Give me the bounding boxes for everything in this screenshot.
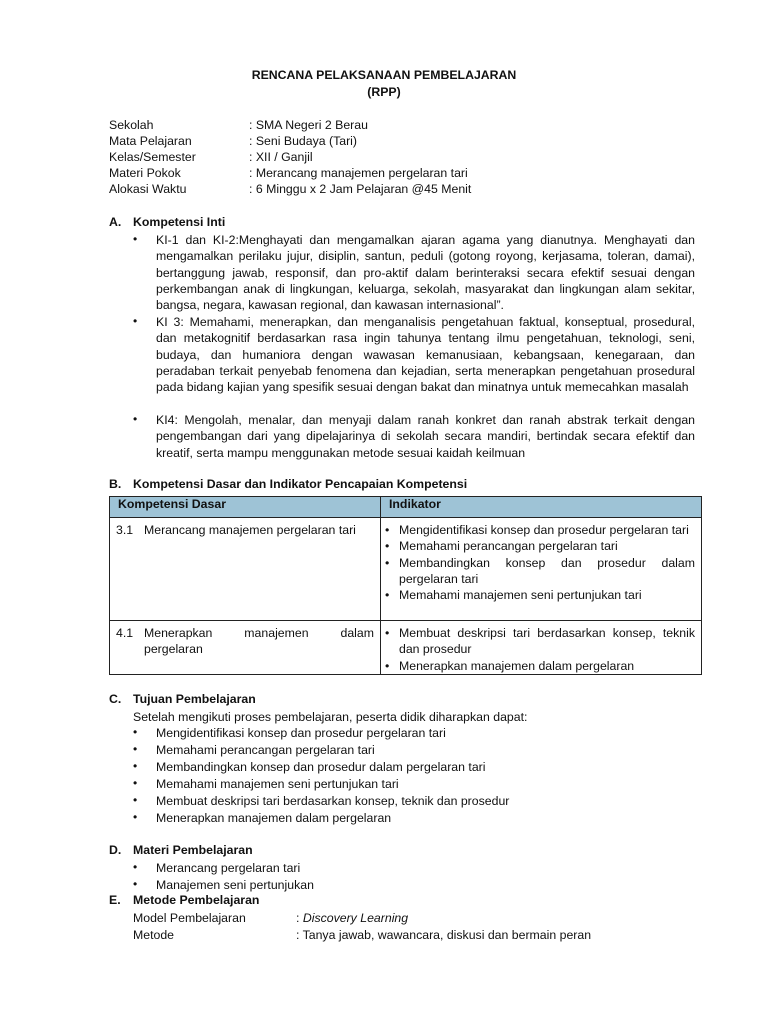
bullet: •	[133, 314, 138, 328]
objective-item: Memahami manajemen seni pertunjukan tari	[156, 777, 399, 791]
indicator-text: Memahami perancangan pergelaran tari	[399, 539, 618, 554]
table-header-row	[110, 497, 702, 518]
indicator-text: Membandingkan konsep dan prosedur dalam pergelaran tari	[399, 555, 695, 586]
indicator-text: Mengidentifikasi konsep dan prosedur pergelaran tari	[399, 523, 689, 537]
identity-label: Materi Pokok	[109, 166, 181, 180]
table-row	[110, 621, 702, 675]
section-c-intro: Setelah mengikuti proses pembelajaran, peserta didik diharapkan dapat:	[133, 710, 528, 724]
section-e-letter: E.	[109, 893, 121, 907]
section-c-letter: C.	[109, 692, 122, 706]
bullet: •	[133, 860, 138, 874]
indicator-text: Menerapkan manajemen dalam pergelaran	[399, 658, 635, 673]
bullet: •	[133, 776, 138, 790]
kd-name: Menerapkan manajemen dalam pergelaran	[144, 626, 374, 657]
document-subtitle: (RPP)	[367, 85, 401, 99]
material-item: Manajemen seni pertunjukan	[156, 878, 314, 892]
bullet: •	[133, 877, 138, 891]
column-header-indikator: Indikator	[381, 497, 702, 518]
method-label: Metode	[133, 928, 175, 942]
model-name: Discovery Learning	[302, 911, 409, 925]
identity-label: Sekolah	[109, 118, 154, 132]
indicator-item	[381, 625, 701, 658]
bullet: •	[133, 810, 138, 824]
bullet: •	[133, 725, 138, 739]
section-a-title: Kompetensi Inti	[133, 215, 226, 229]
section-a-letter: A.	[109, 215, 122, 229]
objective-item: Membuat deskripsi tari berdasarkan konsep, teknik dan prosedur	[156, 794, 510, 808]
bullet: •	[385, 539, 390, 554]
objective-item: Membandingkan konsep dan prosedur dalam pergelaran tari	[156, 760, 486, 774]
section-c-title: Tujuan Pembelajaran	[133, 692, 256, 706]
kd-cell	[110, 621, 381, 675]
kd-number: 4.1	[116, 626, 134, 640]
section-e-title: Metode Pembelajaran	[133, 893, 260, 907]
kd-name: Merancang manajemen pergelaran tari	[144, 523, 356, 537]
identity-value: : SMA Negeri 2 Berau	[249, 118, 368, 132]
indicator-item	[381, 538, 701, 554]
bullet: •	[385, 588, 390, 603]
identity-value: : XII / Ganjil	[249, 150, 313, 164]
indicator-text: Memahami manajemen seni pertunjukan tari	[399, 588, 642, 603]
bullet: •	[133, 759, 138, 773]
competency-table	[109, 496, 702, 675]
indicator-text: Membuat deskripsi tari berdasarkan konsep, teknik dan prosedur	[399, 626, 695, 657]
bullet: •	[133, 232, 138, 246]
section-d-title: Materi Pembelajaran	[133, 843, 253, 857]
bullet: •	[385, 658, 390, 673]
indicator-item	[381, 522, 701, 538]
indicator-item	[381, 587, 701, 603]
kd-cell	[110, 518, 381, 621]
identity-value: : Seni Budaya (Tari)	[249, 134, 357, 148]
identity-value: : Merancang manajemen pergelaran tari	[249, 166, 468, 180]
model-colon: :	[296, 911, 303, 925]
identity-value: : 6 Minggu x 2 Jam Pelajaran @45 Menit	[249, 182, 472, 196]
indicator-cell	[381, 518, 702, 621]
indicator-item	[381, 658, 701, 674]
method-value: : Tanya jawab, wawancara, diskusi dan bermain peran	[296, 928, 592, 942]
model-value	[296, 910, 408, 926]
bullet: •	[133, 793, 138, 807]
objective-item: Memahami perancangan pergelaran tari	[156, 743, 375, 757]
bullet: •	[133, 742, 138, 756]
material-item: Merancang pergelaran tari	[156, 861, 301, 875]
section-d-letter: D.	[109, 843, 122, 857]
indicator-cell	[381, 621, 702, 675]
document-title: RENCANA PELAKSANAAN PEMBELAJARAN	[251, 68, 517, 82]
bullet: •	[385, 626, 390, 640]
bullet: •	[385, 555, 390, 570]
ki-4-text: KI4: Mengolah, menalar, dan menyaji dalam ranah konkret dan ranah abstrak terkait dengan pengembangan dari yang dipelajarinya di sekolah secara mandiri, bertindak secara efektif dan kreatif, serta mampu menggunakan metode sesuai kaidah keilmuan	[156, 413, 695, 460]
ki-1-2-text: KI-1 dan KI-2:Menghayati dan mengamalkan ajaran agama yang dianutnya. Menghayati dan mengamalkan perilaku jujur, disiplin, santun, peduli (gotong royong, kerjasama, toleran, damai), bertanggung jawab, responsif, dan pro-aktif dalam berinteraksi secara efektif sesuai dengan perkembangan anak di lingkungan, keluarga, sekolah, masyarakat dan lingkungan alam sekitar, bangsa, negara, kawasan regional, dan kawasan internasional”.	[156, 233, 695, 313]
section-b-letter: B.	[109, 477, 122, 491]
objective-item: Menerapkan manajemen dalam pergelaran	[156, 811, 392, 825]
identity-label: Mata Pelajaran	[109, 134, 192, 148]
column-header-kompetensi-dasar: Kompetensi Dasar	[110, 497, 381, 518]
bullet: •	[385, 523, 390, 537]
section-b-title: Kompetensi Dasar dan Indikator Pencapaian Kompetensi	[133, 477, 468, 491]
model-label: Model Pembelajaran	[133, 911, 246, 925]
bullet: •	[133, 412, 138, 426]
table-row	[110, 518, 702, 621]
objective-item: Mengidentifikasi konsep dan prosedur pergelaran tari	[156, 726, 446, 740]
identity-label: Kelas/Semester	[109, 150, 196, 164]
kd-number: 3.1	[116, 523, 134, 537]
ki-3-text: KI 3: Memahami, menerapkan, dan menganalisis pengetahuan faktual, konseptual, prosedural, dan metakognitif berdasarkan rasa ingin tahunya tentang ilmu pengetahuan, teknologi, seni, budaya, dan humaniora dengan wawasan kemanusiaan, kebangsaan, kenegaraan, dan peradaban terkait penyebab fenomena dan kejadian, serta menerapkan pengetahuan prosedural pada bidang kajian yang spesifik sesuai dengan bakat dan minatnya untuk memecahkan masalah	[156, 315, 695, 395]
indicator-item	[381, 555, 701, 588]
identity-label: Alokasi Waktu	[109, 182, 187, 196]
